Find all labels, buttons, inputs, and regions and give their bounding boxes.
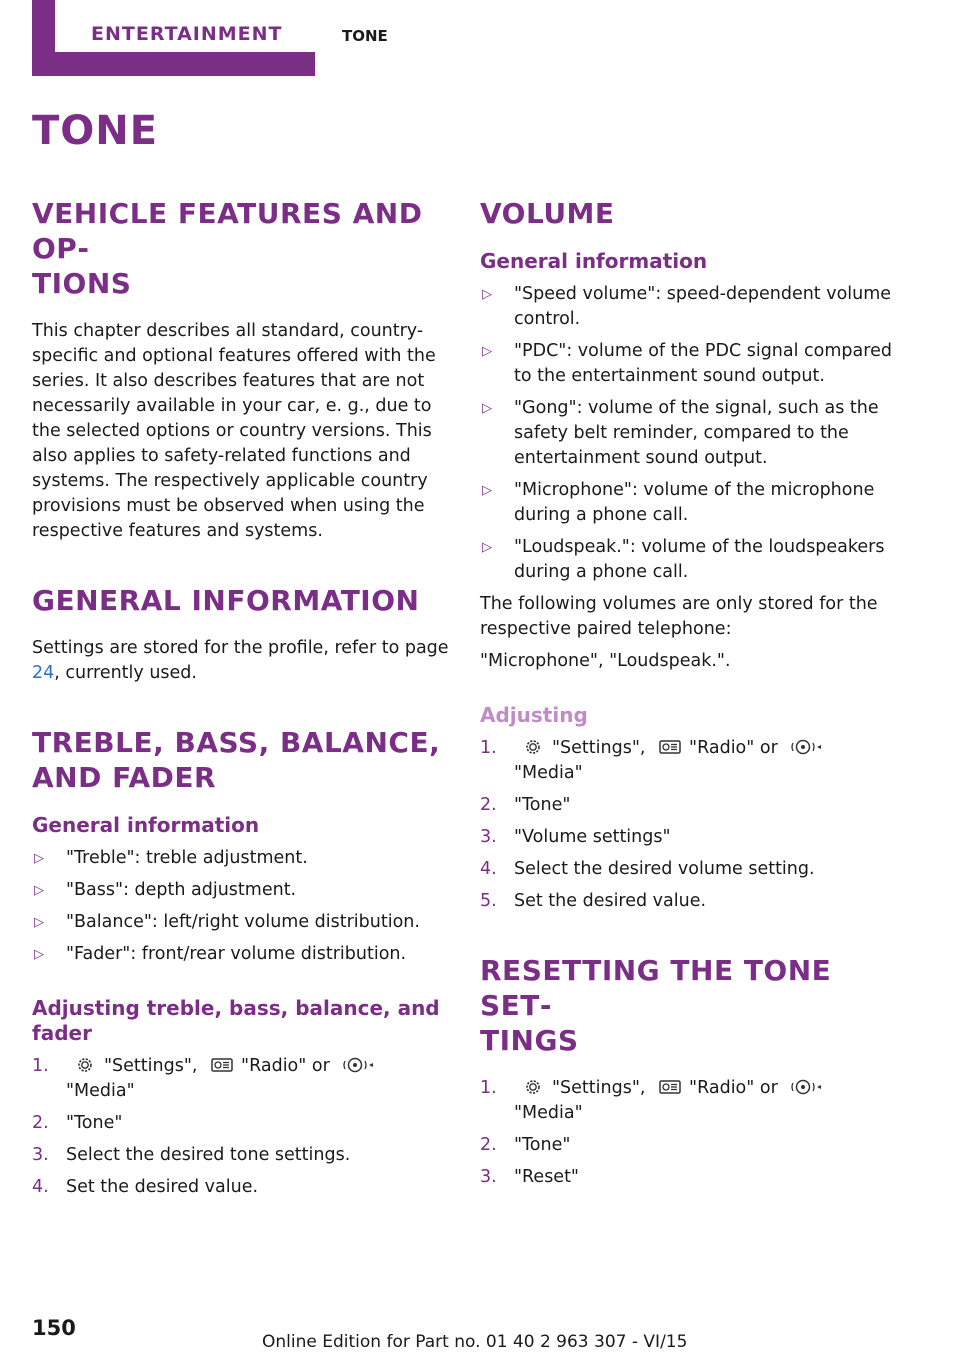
step-item: [480, 793, 900, 818]
step-number: 1.: [480, 1078, 497, 1098]
list-item: [480, 478, 900, 528]
footer-edition: Online Edition for Part no. 01 40 2 963 307 - VI/15: [262, 1332, 688, 1352]
step-item: [480, 1165, 900, 1190]
vehicle-features-heading-line1: VEHICLE FEATURES AND OP‐: [32, 197, 423, 265]
radio-label: "Radio" or: [689, 738, 778, 758]
breadcrumb: TONE: [342, 27, 388, 45]
step-text: "Tone": [514, 795, 571, 815]
step-text: Select the desired volume setting.: [514, 859, 815, 879]
bullet-marker-icon: ▷: [482, 483, 492, 498]
list-item-text: "Fader": front/rear volume distribution.: [66, 944, 407, 964]
treble-general-subheading: General information: [32, 813, 260, 837]
section-tab-label: ENTERTAINMENT: [91, 23, 283, 45]
radio-icon: [209, 1056, 235, 1074]
list-item-text: "Speed volume": speed-dependent volume control.: [514, 284, 892, 329]
page-number: 150: [32, 1316, 76, 1340]
media-icon: [789, 1078, 823, 1096]
volume-heading: VOLUME: [480, 197, 615, 230]
bullet-marker-icon: ▷: [482, 401, 492, 416]
treble-heading-line2: AND FADER: [32, 761, 217, 794]
media-label: "Media": [514, 1103, 583, 1123]
reset-heading-line2: TINGS: [480, 1024, 579, 1057]
step-text: Set the desired value.: [514, 891, 707, 911]
reset-steps: [480, 1076, 900, 1190]
treble-bullet-list: [32, 846, 450, 967]
gear-icon: [520, 738, 546, 756]
step-number: 3.: [480, 827, 497, 847]
volume-adjusting-subheading: Adjusting: [480, 703, 588, 727]
step-text: Select the desired tone settings.: [66, 1145, 351, 1165]
left-column: [32, 196, 450, 1207]
volume-bullet-list: [480, 282, 900, 585]
step-item: [32, 1054, 450, 1104]
step-item: [480, 1133, 900, 1158]
section-tab-bar: [32, 0, 315, 76]
step-number: 5.: [480, 891, 497, 911]
gear-icon: [520, 1078, 546, 1096]
step-number: 3.: [480, 1167, 497, 1187]
step-number: 2.: [480, 1135, 497, 1155]
general-information-text: Settings are stored for the profile, refer to page: [32, 638, 449, 658]
radio-icon: [657, 738, 683, 756]
bullet-marker-icon: ▷: [34, 883, 44, 898]
media-icon: [789, 738, 823, 756]
step-item: [480, 736, 900, 786]
general-information-heading: GENERAL INFORMATION: [32, 584, 420, 617]
bullet-marker-icon: ▷: [34, 947, 44, 962]
list-item-text: "PDC": volume of the PDC signal compared to the entertainment sound output.: [514, 341, 892, 386]
vehicle-features-heading: [32, 196, 450, 301]
treble-adjusting-subheading: Adjusting treble, bass, balance, and fader: [32, 996, 440, 1045]
step-number: 1.: [480, 738, 497, 758]
step-text: "Volume settings": [514, 827, 671, 847]
volume-note: The following volumes are only stored for the respective paired telephone:: [480, 594, 878, 639]
list-item-text: "Treble": treble adjustment.: [66, 848, 308, 868]
step-text: "Tone": [66, 1113, 123, 1133]
general-information-body: [32, 636, 450, 686]
volume-note-2: "Microphone", "Loudspeak.".: [480, 651, 731, 671]
volume-general-subheading: General information: [480, 249, 708, 273]
vehicle-features-heading-line2: TIONS: [32, 267, 132, 300]
reset-heading-line1: RESETTING THE TONE SET‐: [480, 954, 832, 1022]
media-label: "Media": [66, 1081, 135, 1101]
settings-label: "Settings",: [104, 1056, 198, 1076]
step-item: [480, 825, 900, 850]
radio-label: "Radio" or: [241, 1056, 330, 1076]
step-item: [480, 889, 900, 914]
list-item: [480, 396, 900, 471]
step-number: 4.: [32, 1177, 49, 1197]
section-tab-inner: [55, 0, 323, 52]
list-item: [32, 846, 450, 871]
treble-steps: [32, 1054, 450, 1200]
step-number: 3.: [32, 1145, 49, 1165]
step-text: Set the desired value.: [66, 1177, 259, 1197]
step-item: [32, 1143, 450, 1168]
step-number: 4.: [480, 859, 497, 879]
list-item: [480, 535, 900, 585]
treble-heading-line1: TREBLE, BASS, BALANCE,: [32, 726, 441, 759]
step-number: 1.: [32, 1056, 49, 1076]
general-information-text-end: , currently used.: [54, 663, 197, 683]
step-number: 2.: [32, 1113, 49, 1133]
radio-icon: [657, 1078, 683, 1096]
page-title: TONE: [32, 108, 159, 154]
list-item: [480, 282, 900, 332]
step-number: 2.: [480, 795, 497, 815]
page-reference-link[interactable]: 24: [32, 663, 55, 683]
list-item: [32, 910, 450, 935]
media-icon: [341, 1056, 375, 1074]
bullet-marker-icon: ▷: [482, 540, 492, 555]
list-item: [480, 339, 900, 389]
radio-label: "Radio" or: [689, 1078, 778, 1098]
step-text: "Tone": [514, 1135, 571, 1155]
list-item-text: "Gong": volume of the signal, such as the safety belt reminder, compared to the entertainment sound output.: [514, 398, 879, 468]
list-item: [32, 942, 450, 967]
bullet-marker-icon: ▷: [482, 344, 492, 359]
step-item: [32, 1111, 450, 1136]
list-item-text: "Microphone": volume of the microphone during a phone call.: [514, 480, 875, 525]
volume-steps: [480, 736, 900, 914]
right-column: [480, 196, 900, 1197]
list-item: [32, 878, 450, 903]
media-label: "Media": [514, 763, 583, 783]
reset-heading: [480, 953, 900, 1058]
bullet-marker-icon: ▷: [482, 287, 492, 302]
bullet-marker-icon: ▷: [34, 851, 44, 866]
treble-heading: [32, 725, 450, 795]
vehicle-features-body: This chapter describes all standard, country-specific and optional features offered with the series. It also describes features that are not necessarily available in your car, e. g., due to the selected options or country versions. This also applies to safety-related functions and systems. The respectively applicable country provisions must be observed when using the respective features and systems.: [32, 321, 436, 541]
step-text: "Reset": [514, 1167, 579, 1187]
bullet-marker-icon: ▷: [34, 915, 44, 930]
settings-label: "Settings",: [552, 738, 646, 758]
step-item: [480, 857, 900, 882]
settings-label: "Settings",: [552, 1078, 646, 1098]
list-item-text: "Bass": depth adjustment.: [66, 880, 297, 900]
list-item-text: "Loudspeak.": volume of the loudspeakers during a phone call.: [514, 537, 885, 582]
step-item: [32, 1175, 450, 1200]
gear-icon: [72, 1056, 98, 1074]
list-item-text: "Balance": left/right volume distribution.: [66, 912, 420, 932]
step-item: [480, 1076, 900, 1126]
